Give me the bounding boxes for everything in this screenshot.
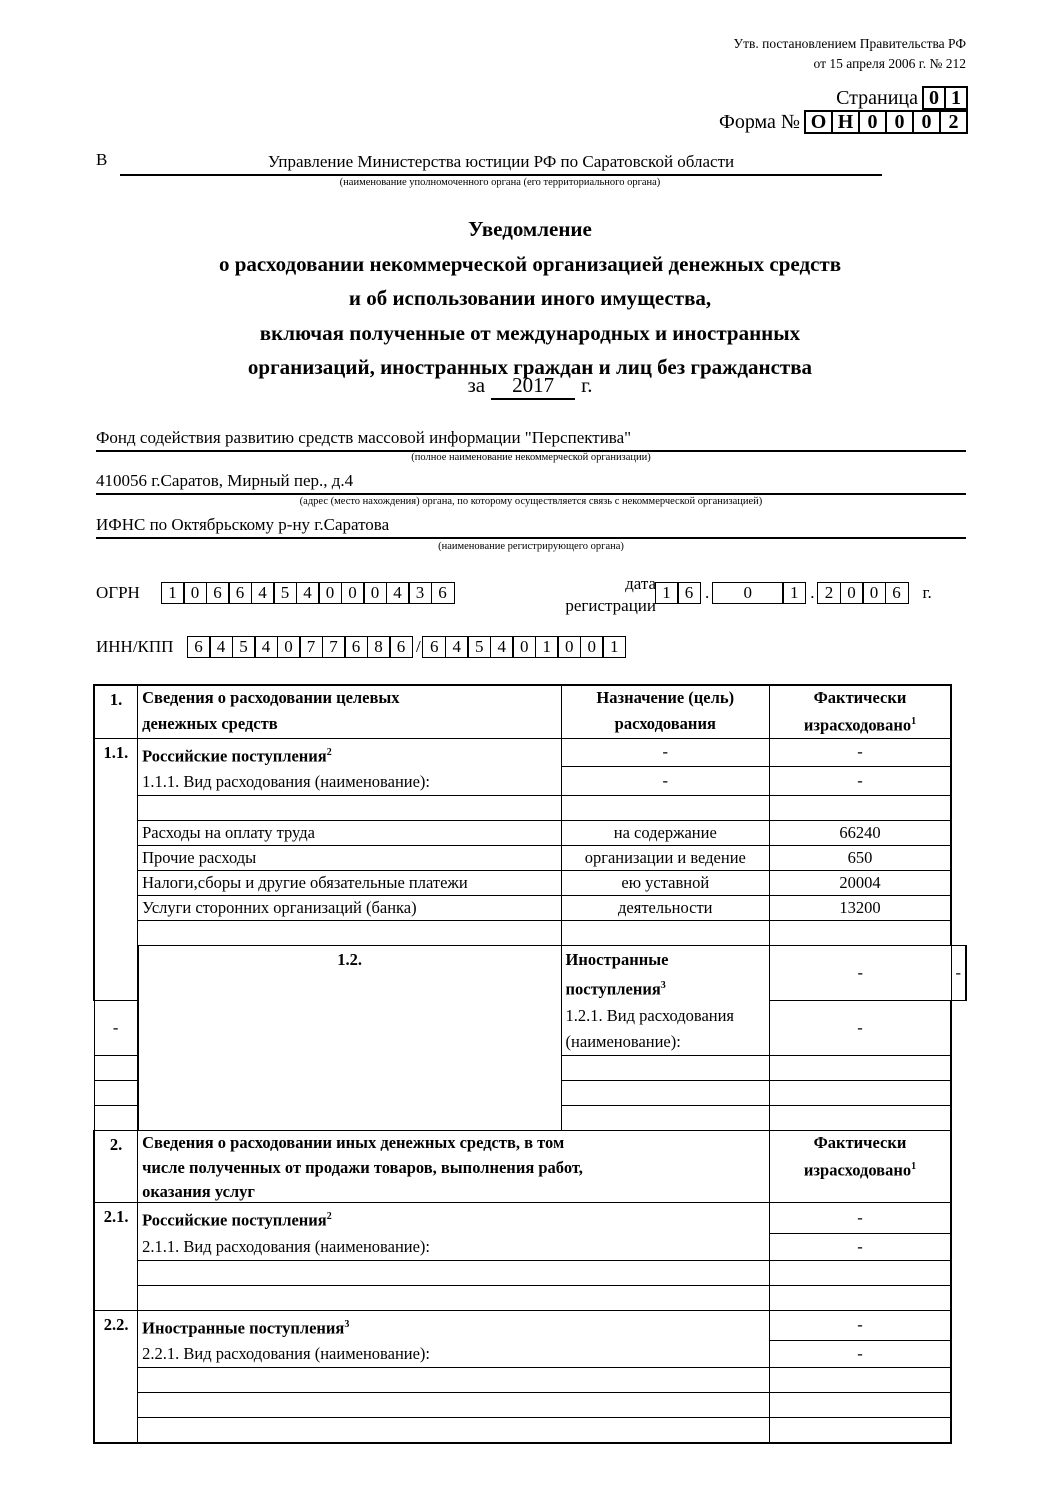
kpp-digit: 1 <box>602 636 626 658</box>
subsection-number: 2.1. <box>94 1203 138 1311</box>
kpp-digit: 1 <box>535 636 559 658</box>
form-char: 0 <box>885 110 914 134</box>
empty-cell[interactable] <box>770 1393 952 1418</box>
reg-year-digit: 2 <box>817 582 841 604</box>
subsection-title: Российские поступления <box>142 746 327 765</box>
section-1-header-cont <box>94 710 966 738</box>
empty-cell[interactable] <box>770 1055 952 1080</box>
ogrn-digit: 4 <box>251 582 275 604</box>
reg-month-digit: 1 <box>782 582 806 604</box>
year-suffix: г. <box>581 373 593 397</box>
empty-cell[interactable] <box>770 1080 952 1105</box>
address-caption: (адрес (место нахождения) органа, по которому осуществляется связь с некоммерческой организацией) <box>299 496 763 507</box>
footnote-ref: 1 <box>911 1160 917 1172</box>
empty-cell[interactable] <box>561 1105 769 1130</box>
title-line: включая полученные от международных и иностранных <box>259 320 801 345</box>
subsection-number: 2.2. <box>94 1310 138 1443</box>
ogrn-digit: 5 <box>273 582 297 604</box>
section-title: Сведения о расходовании иных денежных средств, в том <box>138 1130 770 1155</box>
ogrn-row <box>96 582 455 604</box>
inn-digit: 4 <box>209 636 233 658</box>
empty-row <box>94 1418 966 1444</box>
approval-line-2: от 15 апреля 2006 г. № 212 <box>813 56 966 71</box>
registration-date-label <box>540 573 656 617</box>
empty-row <box>94 1285 966 1310</box>
ogrn-digit: 0 <box>363 582 387 604</box>
ogrn-digit: 0 <box>183 582 207 604</box>
spent-cell[interactable]: - <box>770 1341 952 1368</box>
section-1-header <box>94 685 966 710</box>
empty-cell[interactable] <box>138 1418 770 1444</box>
empty-cell[interactable] <box>138 1368 770 1393</box>
inn-kpp-slash: / <box>416 637 421 656</box>
inn-digit: 6 <box>344 636 368 658</box>
approval-line-1: Утв. постановлением Правительства РФ <box>733 36 966 51</box>
expense-amount[interactable]: 66240 <box>770 821 952 846</box>
empty-cell[interactable] <box>561 1055 769 1080</box>
subsection-title: Российские поступления <box>142 1210 327 1230</box>
inn-digit: 7 <box>299 636 323 658</box>
spent-cell[interactable]: - <box>770 1203 952 1234</box>
form-char: О <box>804 110 833 134</box>
page-digit: 1 <box>944 86 968 110</box>
purpose-cell[interactable]: - <box>770 946 952 1001</box>
expense-type-label: 2.2.1. Вид расходования (наименование): <box>142 1344 431 1363</box>
ogrn-digit: 6 <box>228 582 252 604</box>
kpp-digit: 0 <box>557 636 581 658</box>
purpose-cell[interactable]: - <box>561 767 769 796</box>
registration-date-field[interactable] <box>656 582 932 604</box>
kpp-digit: 4 <box>490 636 514 658</box>
expense-name[interactable]: Прочие расходы <box>138 846 561 871</box>
expense-name[interactable]: Расходы на оплату труда <box>138 821 561 846</box>
form-char: 2 <box>939 110 968 134</box>
reg-year-digit: 0 <box>840 582 864 604</box>
reg-date-label-line: регистрации <box>565 596 656 615</box>
empty-cell[interactable] <box>561 796 769 821</box>
kpp-digit: 0 <box>580 636 604 658</box>
expense-purpose[interactable]: деятельности <box>561 896 769 921</box>
purpose-header-cont: расходования <box>561 710 769 738</box>
inn-kpp-row <box>96 636 626 658</box>
title-line: о расходовании некоммерческой организацией денежных средств <box>218 251 842 276</box>
recipient-value[interactable]: Управление Министерства юстиции РФ по Саратовской области <box>120 152 882 176</box>
empty-row <box>94 1368 966 1393</box>
spent-cell[interactable]: - <box>770 738 952 767</box>
empty-cell[interactable] <box>770 1285 952 1310</box>
section-number: 2. <box>94 1130 138 1203</box>
spent-cell[interactable]: - <box>770 767 952 796</box>
kpp-digit: 4 <box>445 636 469 658</box>
form-label: Форма № <box>719 110 800 133</box>
inn-digit: 8 <box>367 636 391 658</box>
ogrn-digit: 4 <box>386 582 410 604</box>
subsection-label <box>138 738 561 796</box>
kpp-digit: 0 <box>512 636 536 658</box>
recipient-prefix: В <box>96 150 108 169</box>
expense-type-label: 2.1.1. Вид расходования (наименование): <box>142 1236 431 1256</box>
expense-amount[interactable]: 20004 <box>770 871 952 896</box>
empty-row <box>94 1393 966 1418</box>
inn-kpp-label: ИНН/КПП <box>96 637 174 656</box>
section-title-cont: числе полученных от продажи товаров, выполнения работ, <box>138 1155 770 1183</box>
title-line: организаций, иностранных граждан и лиц без гражданства <box>247 355 813 379</box>
recipient-field <box>96 150 882 176</box>
section-2-header-cont <box>94 1155 966 1183</box>
expenditure-table <box>93 684 967 1444</box>
report-year <box>0 373 1060 400</box>
empty-cell[interactable] <box>138 1393 770 1418</box>
title-line: и об использовании иного имущества, <box>348 286 712 310</box>
year-prefix: за <box>467 373 486 397</box>
spent-header-text: израсходовано <box>803 715 912 735</box>
document-title <box>0 212 1060 385</box>
expense-amount[interactable]: 13200 <box>770 896 952 921</box>
inn-digit: 6 <box>389 636 413 658</box>
year-value[interactable]: 2017 <box>491 373 575 400</box>
footnote-ref: 3 <box>660 980 666 991</box>
organization-name-caption: (полное наименование некоммерческой организации) <box>411 452 651 463</box>
section-title: Сведения о расходовании целевых <box>138 685 561 710</box>
kpp-digit: 5 <box>467 636 491 658</box>
form-char: Н <box>831 110 860 134</box>
reg-year-digit: 6 <box>885 582 909 604</box>
empty-cell[interactable] <box>138 1260 770 1285</box>
empty-cell[interactable] <box>770 1260 952 1285</box>
address-field[interactable]: 410056 г.Саратов, Мирный пер., д.4 <box>96 469 966 495</box>
form-number <box>719 110 968 134</box>
subsection-label <box>138 1203 770 1261</box>
expense-name[interactable]: Налоги,сборы и другие обязательные платежи <box>138 871 561 896</box>
expense-row <box>94 896 966 921</box>
reg-year-digit: 0 <box>862 582 886 604</box>
date-dot: . <box>810 583 815 602</box>
empty-cell[interactable] <box>94 1055 138 1080</box>
ogrn-digit: 6 <box>206 582 230 604</box>
empty-cell[interactable] <box>94 1080 138 1105</box>
purpose-header: Назначение (цель) <box>561 685 769 710</box>
empty-cell[interactable] <box>770 1368 952 1393</box>
subsection-label <box>138 1310 770 1368</box>
reg-day-digit: 1 <box>655 582 679 604</box>
subsection-1-2 <box>94 946 966 1001</box>
spent-header-cont <box>770 710 952 738</box>
kpp-digit: 6 <box>422 636 446 658</box>
empty-cell[interactable] <box>138 1285 770 1310</box>
organization-name-field[interactable]: Фонд содействия развитию средств массовой информации "Перспектива" <box>96 426 966 452</box>
footnote-ref: 2 <box>326 1211 332 1222</box>
form-char: 0 <box>858 110 887 134</box>
expense-purpose[interactable]: ею уставной <box>561 871 769 896</box>
section-2-header <box>94 1130 966 1155</box>
section-title-cont: денежных средств <box>138 710 561 738</box>
reg-date-label-line: дата <box>625 574 656 593</box>
title-line: Уведомление <box>468 217 592 241</box>
empty-cell[interactable] <box>94 1105 138 1130</box>
empty-cell[interactable] <box>561 1080 769 1105</box>
subsection-number: 1.1. <box>94 738 138 1000</box>
spent-header-cont <box>770 1155 952 1183</box>
inn-digit: 7 <box>322 636 346 658</box>
section-2-header-cont <box>94 1182 966 1203</box>
empty-cell[interactable] <box>138 796 561 821</box>
spent-cell[interactable]: - <box>770 1310 952 1341</box>
ogrn-digit: 4 <box>296 582 320 604</box>
section-title-cont: оказания услуг <box>138 1182 770 1203</box>
subsection-title: Иностранные поступления <box>565 950 669 999</box>
footnote-ref: 3 <box>344 1318 350 1330</box>
expense-row <box>94 871 966 896</box>
expense-name[interactable]: Услуги сторонних организаций (банка) <box>138 896 561 921</box>
ogrn-digit: 0 <box>341 582 365 604</box>
empty-cell[interactable] <box>770 921 952 946</box>
spent-header-text: израсходовано <box>803 1160 912 1179</box>
empty-cell[interactable] <box>770 1418 952 1444</box>
approval-note <box>734 34 966 74</box>
expense-type-label: 1.2.1. Вид расходования (наименование): <box>565 1005 735 1051</box>
inn-field[interactable] <box>188 636 413 658</box>
ogrn-digit: 1 <box>161 582 185 604</box>
page-label: Страница <box>836 86 918 109</box>
reg-day-digit: 6 <box>677 582 701 604</box>
subsection-2-2 <box>94 1310 966 1341</box>
inn-digit: 4 <box>254 636 278 658</box>
footnote-ref: 2 <box>326 746 332 758</box>
form-char: 0 <box>912 110 941 134</box>
purpose-cell[interactable]: - <box>561 738 769 767</box>
empty-row <box>94 921 966 946</box>
page-digit: 0 <box>922 86 946 110</box>
empty-cell[interactable] <box>770 796 952 821</box>
page-number <box>836 86 968 110</box>
expense-purpose[interactable]: организации и ведение <box>561 846 769 871</box>
subsection-label <box>561 946 769 1056</box>
expense-row <box>94 846 966 871</box>
recipient-caption: (наименование уполномоченного органа (его территориального органа) <box>339 177 661 188</box>
inn-digit: 6 <box>187 636 211 658</box>
spent-cell[interactable]: - <box>770 1000 952 1055</box>
ogrn-digit: 0 <box>318 582 342 604</box>
ogrn-field[interactable] <box>162 582 455 604</box>
ogrn-label: ОГРН <box>96 583 140 602</box>
spent-header: Фактически <box>770 685 952 710</box>
empty-cell[interactable] <box>770 1105 952 1130</box>
purpose-cell[interactable]: - <box>94 1000 138 1055</box>
spent-header: Фактически <box>770 1130 952 1155</box>
reg-month-digit: 0 <box>712 582 784 604</box>
inn-digit: 5 <box>232 636 256 658</box>
inn-digit: 0 <box>277 636 301 658</box>
subsection-2-1 <box>94 1203 966 1234</box>
empty-cell[interactable] <box>561 921 769 946</box>
section-number: 1. <box>94 685 138 738</box>
registrar-field[interactable]: ИФНС по Октябрьскому р-ну г.Саратова <box>96 513 966 539</box>
subsection-title: Иностранные поступления <box>142 1318 345 1337</box>
empty-row <box>94 796 966 821</box>
empty-cell[interactable] <box>138 921 561 946</box>
kpp-field[interactable] <box>424 636 627 658</box>
ogrn-digit: 6 <box>431 582 455 604</box>
expense-amount[interactable]: 650 <box>770 846 952 871</box>
subsection-number: 1.2. <box>138 946 561 1131</box>
empty-cell <box>770 1182 952 1203</box>
expense-row <box>94 821 966 846</box>
empty-row <box>94 1260 966 1285</box>
ogrn-digit: 3 <box>408 582 432 604</box>
date-dot: . <box>705 583 710 602</box>
spent-cell[interactable]: - <box>951 946 966 1001</box>
registrar-caption: (наименование регистрирующего органа) <box>438 541 624 552</box>
spent-cell[interactable]: - <box>770 1233 952 1260</box>
expense-purpose[interactable]: на содержание <box>561 821 769 846</box>
date-suffix: г. <box>922 583 932 602</box>
subsection-1-1 <box>94 738 966 767</box>
expense-type-label: 1.1.1. Вид расходования (наименование): <box>142 772 431 791</box>
footnote-ref: 1 <box>911 716 917 727</box>
